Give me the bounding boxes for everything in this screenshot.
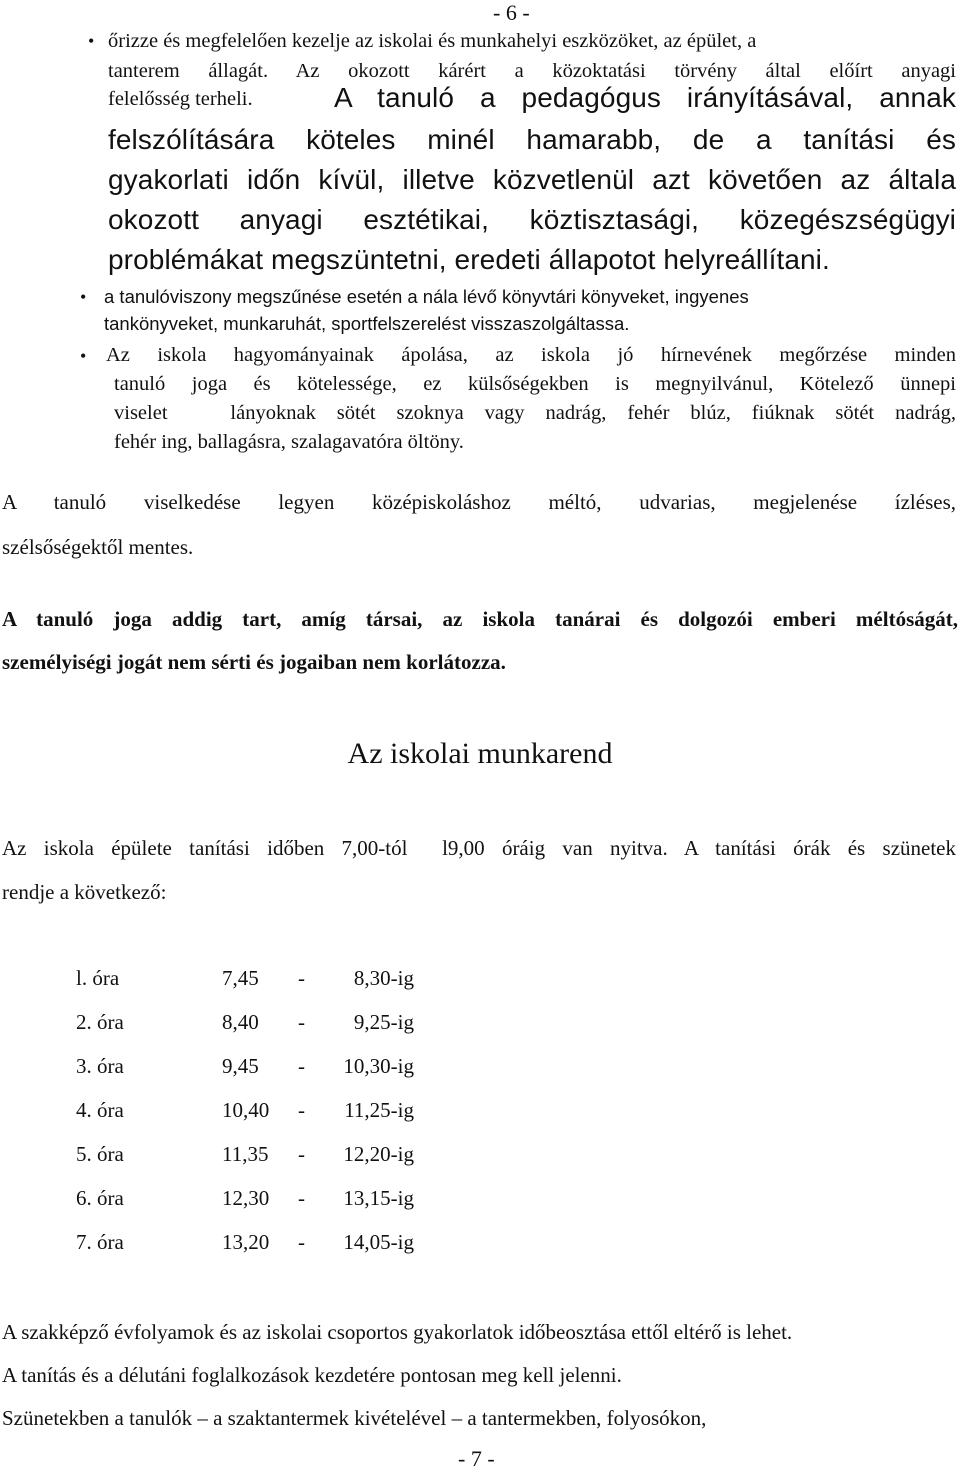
lesson-label: 5. óra: [76, 1142, 124, 1166]
start-time: 9,45: [222, 1054, 259, 1078]
lesson-label: 2. óra: [76, 1010, 124, 1034]
bullet1-line3: felelősség terheli. A tanuló a pedagógus irányításával, annak: [108, 82, 956, 113]
lesson-label: 7. óra: [76, 1230, 124, 1254]
end-time: 11,25-ig: [344, 1098, 414, 1122]
time-dash: -: [298, 1098, 305, 1122]
page-number-bottom: - 7 -: [458, 1446, 495, 1471]
start-time: 12,30: [222, 1186, 270, 1210]
bullet3-line1: Az iskola hagyományainak ápolása, az iskola jó hírnevének megőrzése minden: [106, 344, 956, 366]
bullet2-line2: tankönyveket, munkaruhát, sportfelszerelést visszaszolgáltassa.: [104, 313, 630, 334]
bullet3-line3: viselet lányoknak sötét szoknya vagy nadrág, fehér blúz, fiúknak sötét nadrág,: [114, 402, 956, 424]
section-heading: Az iskolai munkarend: [347, 737, 613, 770]
closing-line1: A szakképző évfolyamok és az iskolai csoportos gyakorlatok időbeosztása ettől eltérő is lehet.: [2, 1320, 793, 1344]
closing-line2: A tanítás és a délutáni foglalkozások kezdetére pontosan meg kell jelenni.: [2, 1363, 622, 1387]
bullet3-line2: tanuló joga és kötelessége, ez külsőségekben is megnyilvánul, Kötelező ünnepi: [114, 373, 956, 395]
end-time: 12,20-ig: [343, 1142, 414, 1166]
bullet2-line1: a tanulóviszony megszűnése esetén a nála lévő könyvtári könyveket, ingyenes: [104, 286, 749, 307]
start-time: 7,45: [222, 966, 259, 990]
lesson-label: 4. óra: [76, 1098, 124, 1122]
behavior-line2: szélsőségektől mentes.: [2, 535, 194, 559]
start-time: 10,40: [222, 1098, 270, 1122]
rights-line2: személyiségi jogát nem sérti és jogaiban nem korlátozza.: [2, 650, 506, 674]
page-number-top: - 6 -: [493, 0, 530, 25]
closing-line3: Szünetekben a tanulók – a szaktantermek kivételével – a tantermekben, folyosókon,: [2, 1406, 707, 1430]
time-dash: -: [298, 1230, 305, 1254]
building-line1: Az iskola épülete tanítási időben 7,00-tól l9,00 óráig van nyitva. A tanítási órák és szünetek: [2, 836, 956, 860]
lesson-label: 6. óra: [76, 1186, 124, 1210]
time-dash: -: [298, 1186, 305, 1210]
time-dash: -: [298, 1142, 305, 1166]
start-time: 11,35: [222, 1142, 269, 1166]
lesson-label: 3. óra: [76, 1054, 124, 1078]
rights-line1: A tanuló joga addig tart, amíg társai, az iskola tanárai és dolgozói emberi méltóságát,: [2, 607, 958, 631]
end-time: 9,25-ig: [353, 1010, 414, 1034]
end-time: 10,30-ig: [343, 1054, 414, 1078]
bullet1-line7: problémákat megszüntetni, eredeti állapotot helyreállítani.: [108, 244, 830, 275]
end-time: 14,05-ig: [343, 1230, 414, 1254]
time-dash: -: [298, 1054, 305, 1078]
bullet3-line4: fehér ing, ballagásra, szalagavatóra öltöny.: [114, 431, 464, 453]
bullet1-line4: felszólítására köteles minél hamarabb, de a tanítási és: [108, 124, 956, 155]
bullet-marker: •: [80, 287, 87, 307]
start-time: 13,20: [222, 1230, 270, 1254]
time-dash: -: [298, 1010, 305, 1034]
bullet1-line1: őrizze és megfelelően kezelje az iskolai és munkahelyi eszközöket, az épület, a: [108, 30, 757, 52]
lesson-label: l. óra: [76, 966, 120, 990]
end-time: 13,15-ig: [343, 1186, 414, 1210]
time-dash: -: [298, 966, 305, 990]
bullet-marker: •: [88, 31, 95, 51]
bullet1-line2: tanterem állagát. Az okozott kárért a közoktatási törvény által előírt anyagi: [108, 60, 956, 82]
bullet1-line5: gyakorlati időn kívül, illetve közvetlenül azt követően az általa: [108, 164, 956, 195]
end-time: 8,30-ig: [353, 966, 414, 990]
bullet1-line6: okozott anyagi esztétikai, köztisztasági, közegészségügyi: [108, 204, 956, 235]
start-time: 8,40: [222, 1010, 259, 1034]
behavior-line1: A tanuló viselkedése legyen középiskoláshoz méltó, udvarias, megjelenése ízléses,: [2, 490, 956, 514]
building-line2: rendje a következő:: [2, 880, 167, 904]
bullet-marker: •: [80, 346, 87, 366]
